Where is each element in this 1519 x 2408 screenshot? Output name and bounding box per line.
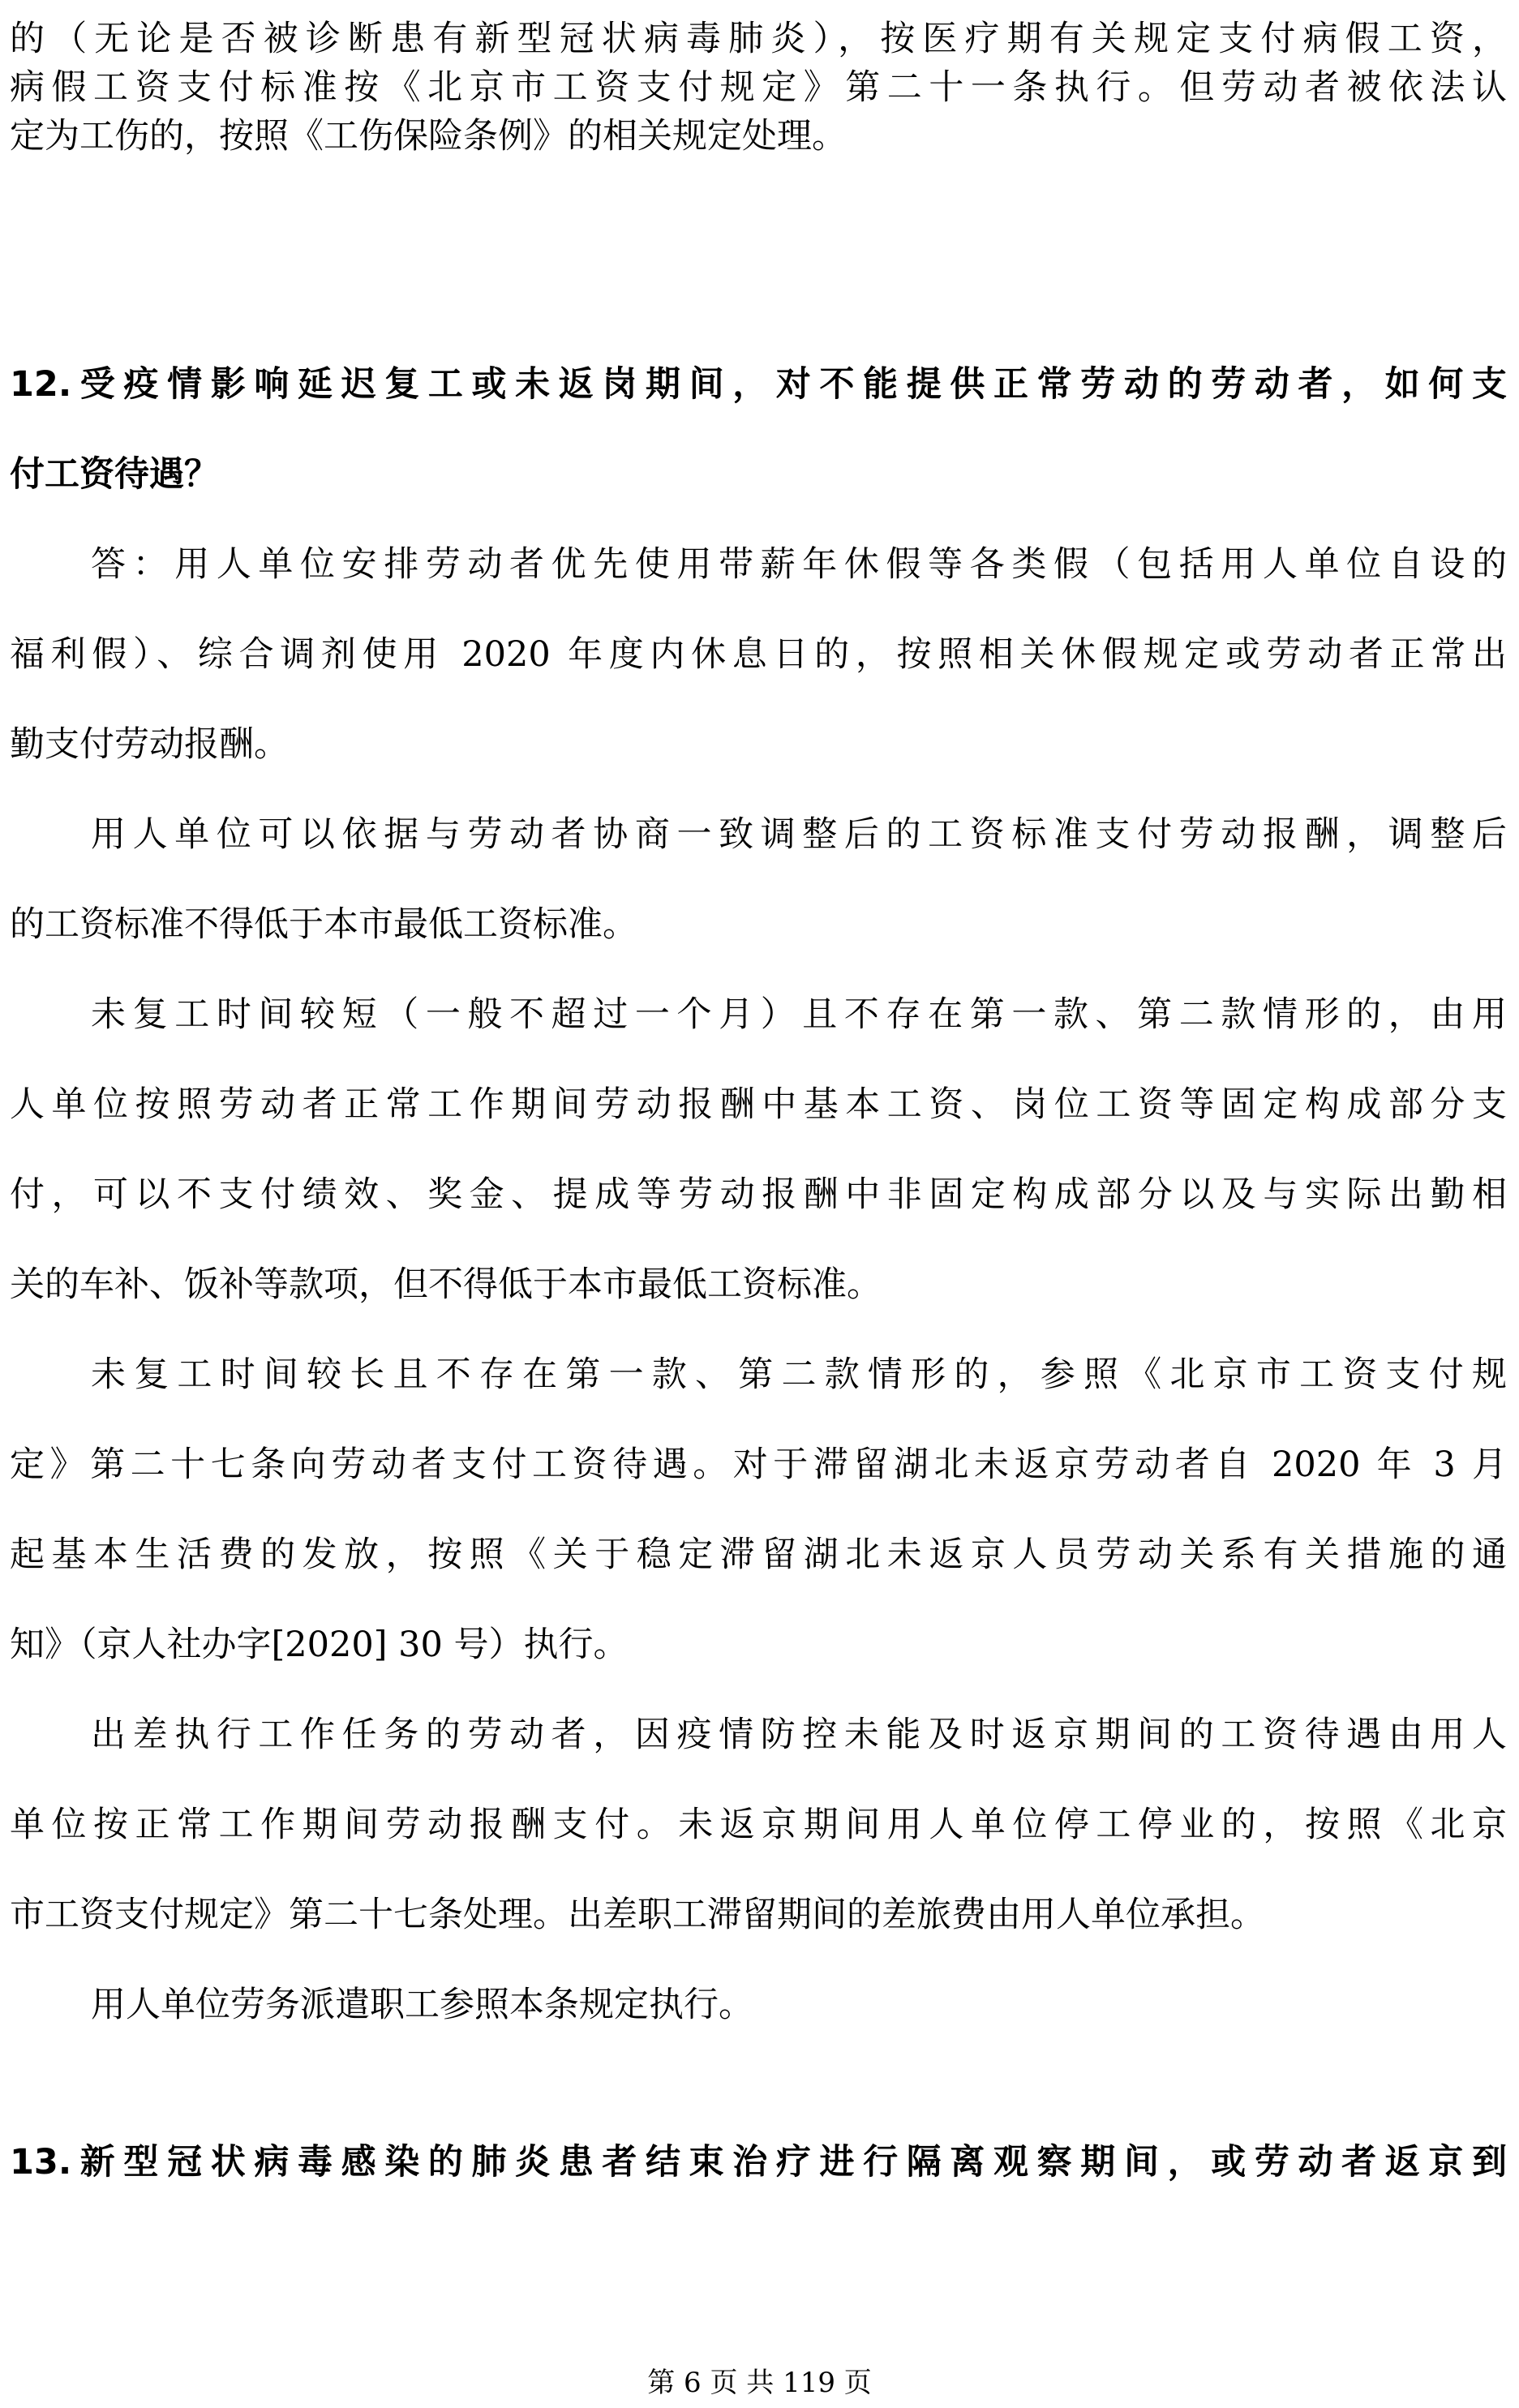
- text-line: 定为工伤的，按照《工伤保险条例》的相关规定处理。: [10, 116, 847, 157]
- text-line: 答：用人单位安排劳动者优先使用带薪年休假等各类假（包括用人单位自设的: [91, 544, 1507, 585]
- question-heading: 13.新型冠状病毒感染的肺炎患者结束治疗进行隔离观察期间，或劳动者返京到: [10, 2142, 1507, 2183]
- question-heading: 付工资待遇？: [10, 454, 219, 495]
- text-line: 福利假）、综合调剂使用 2020 年度内休息日的，按照相关休假规定或劳动者正常出: [10, 634, 1507, 675]
- text-line: 起基本生活费的发放，按照《关于稳定滞留湖北未返京人员劳动关系有关措施的通: [10, 1535, 1507, 1575]
- text-line: 的工资标准不得低于本市最低工资标准。: [10, 904, 637, 945]
- text-line: 未复工时间较短（一般不超过一个月）且不存在第一款、第二款情形的，由用: [91, 994, 1507, 1035]
- text-line: 勤支付劳动报酬。: [10, 724, 289, 765]
- text-line: 人单位按照劳动者正常工作期间劳动报酬中基本工资、岗位工资等固定构成部分支: [10, 1084, 1507, 1125]
- page-footer: 第 6 页 共 119 页: [647, 2367, 872, 2399]
- text-line: 未复工时间较长且不存在第一款、第二款情形的，参照《北京市工资支付规: [91, 1354, 1507, 1395]
- text-line: 付，可以不支付绩效、奖金、提成等劳动报酬中非固定构成部分以及与实际出勤相: [10, 1174, 1507, 1215]
- text-line: 定》第二十七条向劳动者支付工资待遇。对于滞留湖北未返京劳动者自 2020 年 3 月: [10, 1444, 1507, 1485]
- text-line: 病假工资支付标准按《北京市工资支付规定》第二十一条执行。但劳动者被依法认: [10, 67, 1507, 108]
- text-line: 的（无论是否被诊断患有新型冠状病毒肺炎），按医疗期有关规定支付病假工资，: [10, 19, 1507, 59]
- text-line: 用人单位劳务派遣职工参照本条规定执行。: [91, 1985, 753, 2025]
- text-line: 出差执行工作任务的劳动者，因疫情防控未能及时返京期间的工资待遇由用人: [91, 1715, 1507, 1755]
- question-heading: 12.受疫情影响延迟复工或未返岗期间，对不能提供正常劳动的劳动者，如何支: [10, 364, 1507, 405]
- text-line: 知》（京人社办字[2020] 30 号）执行。: [10, 1625, 629, 1665]
- text-line: 市工资支付规定》第二十七条处理。出差职工滞留期间的差旅费由用人单位承担。: [10, 1895, 1265, 1935]
- text-line: 关的车补、饭补等款项，但不得低于本市最低工资标准。: [10, 1264, 882, 1305]
- text-line: 用人单位可以依据与劳动者协商一致调整后的工资标准支付劳动报酬，调整后: [91, 814, 1507, 855]
- text-line: 单位按正常工作期间劳动报酬支付。未返京期间用人单位停工停业的，按照《北京: [10, 1805, 1507, 1845]
